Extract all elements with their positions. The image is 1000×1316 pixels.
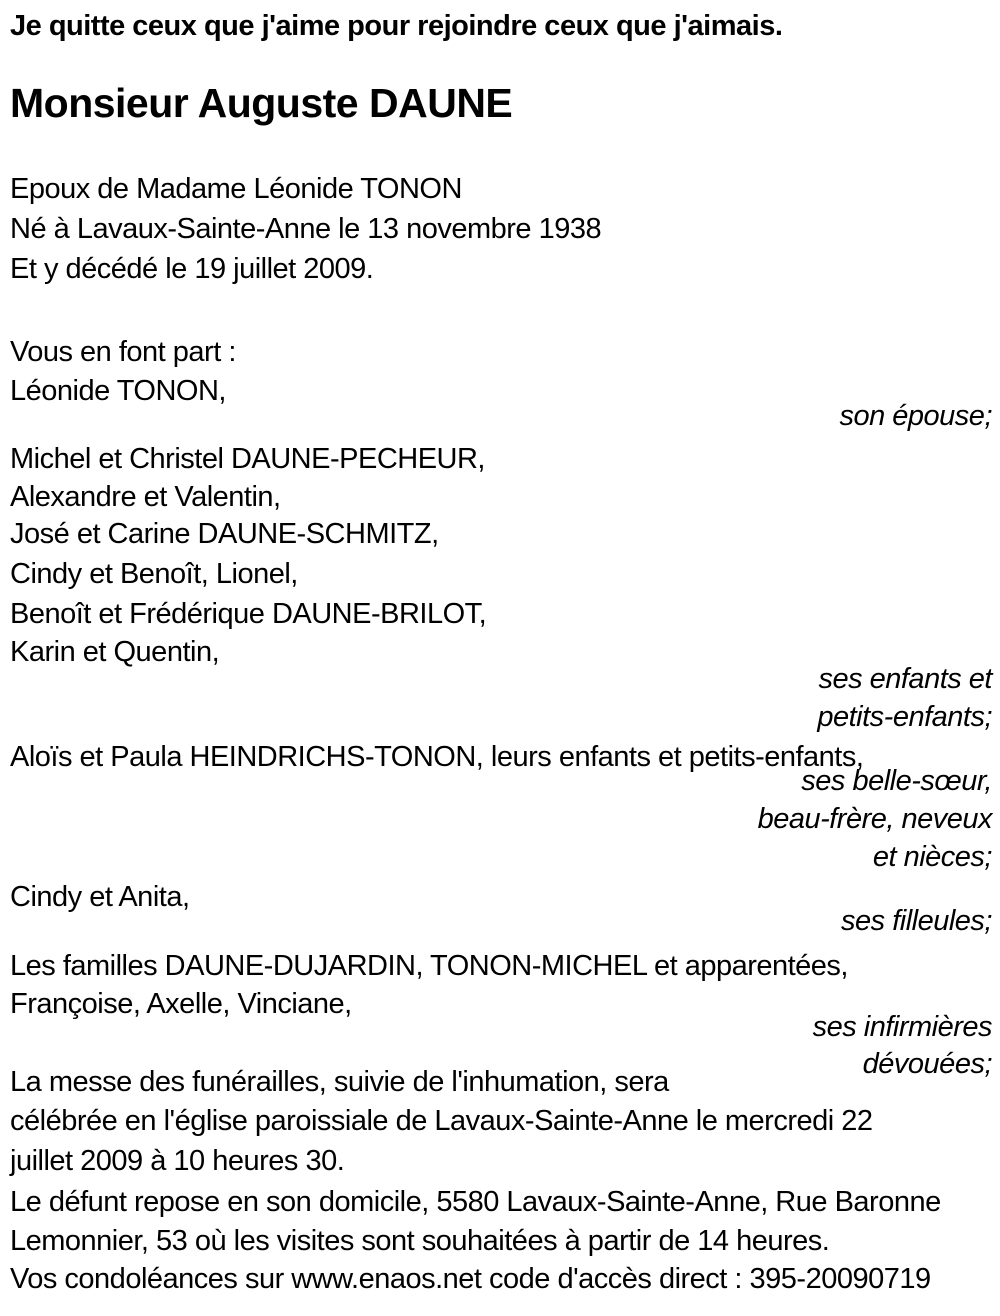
funeral-line: La messe des funérailles, suivie de l'inhumation, sera	[10, 1066, 669, 1098]
mourner-name-line: Cindy et Benoît, Lionel,	[10, 558, 298, 590]
relation-line: son épouse;	[839, 400, 992, 432]
mourner-name-line: Aloïs et Paula HEINDRICHS-TONON, leurs enfants et petits-enfants,	[10, 741, 864, 773]
deceased-name: Monsieur Auguste DAUNE	[10, 80, 513, 126]
relation-line: ses infirmières	[812, 1011, 992, 1043]
relation-line: ses belle-sœur,	[801, 765, 992, 797]
mourner-name-line: Cindy et Anita,	[10, 881, 190, 913]
mourner-name-line: Françoise, Axelle, Vinciane,	[10, 988, 352, 1020]
epitaph-line: Je quitte ceux que j'aime pour rejoindre ceux que j'aimais.	[10, 10, 783, 42]
funeral-line: juillet 2009 à 10 heures 30.	[10, 1145, 345, 1177]
spouse-line: Epoux de Madame Léonide TONON	[10, 173, 462, 205]
funeral-line: célébrée en l'église paroissiale de Lavaux-Sainte-Anne le mercredi 22	[10, 1105, 873, 1137]
mourner-name-line: Alexandre et Valentin,	[10, 481, 281, 513]
relation-line: dévouées;	[862, 1048, 992, 1080]
relation-line: ses enfants et	[818, 663, 992, 695]
mourner-name-line: Karin et Quentin,	[10, 636, 220, 668]
relation-line: beau-frère, neveux	[757, 803, 992, 835]
announcement-line: Vous en font part :	[10, 336, 236, 368]
mourner-name-line: José et Carine DAUNE-SCHMITZ,	[10, 518, 439, 550]
visits-line: Lemonnier, 53 où les visites sont souhaitées à partir de 14 heures.	[10, 1225, 830, 1257]
birth-line: Né à Lavaux-Sainte-Anne le 13 novembre 1938	[10, 213, 602, 245]
death-line: Et y décédé le 19 juillet 2009.	[10, 253, 374, 285]
relation-line: petits-enfants;	[817, 701, 992, 733]
mourner-name-line: Benoît et Frédérique DAUNE-BRILOT,	[10, 598, 487, 630]
mourner-name-line: Les familles DAUNE-DUJARDIN, TONON-MICHEL et apparentées,	[10, 950, 848, 982]
mourner-name-line: Michel et Christel DAUNE-PECHEUR,	[10, 443, 485, 475]
relation-line: ses filleules;	[841, 905, 992, 937]
repose-line: Le défunt repose en son domicile, 5580 Lavaux-Sainte-Anne, Rue Baronne	[10, 1186, 941, 1218]
mourner-name-line: Léonide TONON,	[10, 375, 226, 407]
condolences-line: Vos condoléances sur www.enaos.net code d'accès direct : 395-20090719	[10, 1263, 931, 1295]
relation-line: et nièces;	[872, 841, 992, 873]
